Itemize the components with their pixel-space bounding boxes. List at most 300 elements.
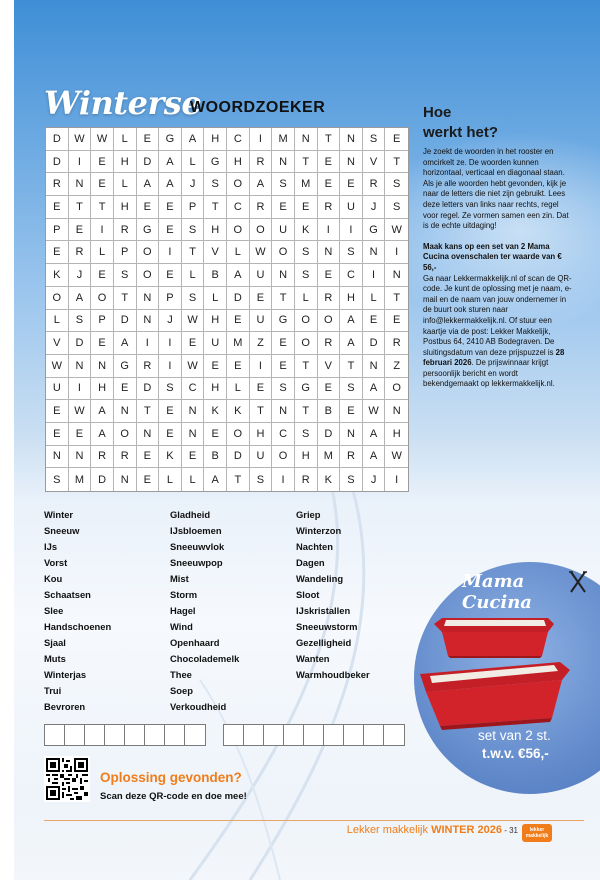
grid-cell[interactable]: N <box>272 151 295 174</box>
grid-cell[interactable]: S <box>340 241 363 264</box>
grid-cell[interactable]: L <box>114 128 137 151</box>
grid-cell[interactable]: O <box>295 332 318 355</box>
grid-cell[interactable]: O <box>385 378 408 401</box>
grid-cell[interactable]: I <box>340 219 363 242</box>
grid-cell[interactable]: S <box>295 241 318 264</box>
grid-cell[interactable]: M <box>227 332 250 355</box>
grid-cell[interactable]: I <box>159 355 182 378</box>
grid-cell[interactable]: A <box>114 332 137 355</box>
grid-cell[interactable]: Z <box>250 332 273 355</box>
grid-cell[interactable]: E <box>137 468 160 491</box>
grid-cell[interactable]: B <box>204 446 227 469</box>
title-main: WOORDZOEKER <box>190 99 326 116</box>
grid-cell[interactable]: E <box>137 196 160 219</box>
grid-cell[interactable]: A <box>69 287 92 310</box>
grid-cell[interactable]: N <box>114 400 137 423</box>
grid-cell[interactable]: D <box>46 151 69 174</box>
grid-cell[interactable]: E <box>363 310 386 333</box>
grid-cell[interactable]: E <box>137 128 160 151</box>
grid-cell[interactable]: H <box>204 128 227 151</box>
grid-cell[interactable]: I <box>318 219 341 242</box>
grid-cell[interactable]: A <box>363 446 386 469</box>
grid-cell[interactable]: E <box>69 219 92 242</box>
grid-cell[interactable]: H <box>114 151 137 174</box>
grid-cell[interactable]: K <box>204 400 227 423</box>
grid-cell[interactable]: T <box>385 151 408 174</box>
grid-cell[interactable]: R <box>318 196 341 219</box>
grid-cell[interactable]: W <box>250 241 273 264</box>
grid-cell[interactable]: E <box>159 196 182 219</box>
grid-cell[interactable]: H <box>114 196 137 219</box>
grid-cell[interactable]: E <box>340 173 363 196</box>
grid-cell[interactable]: R <box>318 287 341 310</box>
grid-cell[interactable]: C <box>272 423 295 446</box>
grid-cell[interactable]: N <box>318 241 341 264</box>
grid-cell[interactable]: A <box>227 264 250 287</box>
grid-cell[interactable]: I <box>250 128 273 151</box>
oven-dishes-image <box>420 600 570 730</box>
grid-cell[interactable]: C <box>182 378 205 401</box>
answer-box[interactable] <box>224 725 244 745</box>
grid-cell[interactable]: I <box>69 151 92 174</box>
grid-cell[interactable]: G <box>204 151 227 174</box>
grid-cell[interactable]: U <box>204 332 227 355</box>
grid-cell[interactable]: N <box>46 446 69 469</box>
grid-cell[interactable]: A <box>137 173 160 196</box>
answer-box[interactable] <box>364 725 384 745</box>
grid-cell[interactable]: L <box>182 468 205 491</box>
grid-cell[interactable]: D <box>46 128 69 151</box>
grid-cell[interactable]: N <box>69 355 92 378</box>
grid-cell[interactable]: T <box>385 287 408 310</box>
grid-cell[interactable]: N <box>272 400 295 423</box>
grid-cell[interactable]: N <box>114 468 137 491</box>
grid-cell[interactable]: P <box>114 241 137 264</box>
grid-cell[interactable]: E <box>159 219 182 242</box>
grid-cell[interactable]: O <box>227 423 250 446</box>
grid-cell[interactable]: R <box>295 468 318 491</box>
grid-cell[interactable]: L <box>114 173 137 196</box>
grid-cell[interactable]: S <box>69 310 92 333</box>
grid-cell[interactable]: E <box>250 378 273 401</box>
grid-cell[interactable]: T <box>340 355 363 378</box>
grid-cell[interactable]: J <box>182 173 205 196</box>
grid-cell[interactable]: S <box>295 423 318 446</box>
grid-cell[interactable]: E <box>91 264 114 287</box>
grid-cell[interactable]: U <box>340 196 363 219</box>
entry-instructions <box>423 274 573 391</box>
grid-cell[interactable]: R <box>250 151 273 174</box>
grid-cell[interactable]: E <box>159 400 182 423</box>
grid-cell[interactable]: I <box>395 473 399 486</box>
grid-cell[interactable]: A <box>91 400 114 423</box>
grid-cell[interactable]: E <box>159 423 182 446</box>
grid-cell[interactable]: E <box>204 423 227 446</box>
grid-cell[interactable]: S <box>385 173 408 196</box>
grid-cell[interactable]: W <box>385 219 408 242</box>
answer-box[interactable] <box>125 725 145 745</box>
grid-cell[interactable]: N <box>385 264 408 287</box>
grid-cell[interactable]: S <box>250 468 273 491</box>
grid-cell[interactable]: R <box>318 332 341 355</box>
prize-quantity: set van 2 st. <box>478 728 551 743</box>
grid-cell[interactable]: E <box>385 128 408 151</box>
grid-cell[interactable]: L <box>182 151 205 174</box>
grid-cell[interactable]: O <box>272 446 295 469</box>
grid-cell[interactable]: E <box>272 355 295 378</box>
grid-cell[interactable]: R <box>91 446 114 469</box>
grid-cell[interactable]: H <box>204 310 227 333</box>
grid-cell[interactable]: I <box>69 378 92 401</box>
grid-cell[interactable]: Z <box>385 355 408 378</box>
grid-cell[interactable]: W <box>69 400 92 423</box>
grid-cell[interactable]: T <box>69 196 92 219</box>
grid-cell[interactable]: A <box>340 332 363 355</box>
word-item: Gladheid <box>170 509 211 520</box>
grid-cell[interactable]: D <box>227 287 250 310</box>
word-item: Chocolademelk <box>170 653 240 664</box>
grid-cell[interactable]: C <box>227 196 250 219</box>
grid-cell[interactable]: E <box>46 400 69 423</box>
grid-cell[interactable]: D <box>363 332 386 355</box>
grid-cell[interactable]: V <box>363 151 386 174</box>
grid-cell[interactable]: W <box>363 400 386 423</box>
grid-cell[interactable]: W <box>91 128 114 151</box>
grid-cell[interactable]: R <box>114 219 137 242</box>
prize-brand: Mama Cucina <box>462 571 532 613</box>
grid-cell[interactable]: L <box>182 264 205 287</box>
grid-cell[interactable]: U <box>250 310 273 333</box>
grid-cell[interactable]: T <box>182 241 205 264</box>
grid-cell[interactable]: E <box>272 196 295 219</box>
grid-cell[interactable]: U <box>250 446 273 469</box>
grid-cell[interactable]: N <box>363 355 386 378</box>
grid-cell[interactable]: P <box>46 219 69 242</box>
grid-cell[interactable]: E <box>272 332 295 355</box>
grid-cell[interactable]: S <box>272 173 295 196</box>
grid-cell[interactable]: T <box>318 128 341 151</box>
grid-cell[interactable]: J <box>363 468 386 491</box>
answer-box[interactable] <box>85 725 105 745</box>
grid-cell[interactable]: M <box>272 128 295 151</box>
answer-box[interactable] <box>264 725 284 745</box>
grid-cell[interactable]: L <box>46 310 69 333</box>
grid-cell[interactable]: I <box>91 219 114 242</box>
grid-cell[interactable]: O <box>227 219 250 242</box>
grid-cell[interactable]: G <box>137 219 160 242</box>
qr-code-icon[interactable] <box>44 756 90 802</box>
grid-cell[interactable]: E <box>318 151 341 174</box>
grid-cell[interactable]: E <box>46 241 69 264</box>
grid-cell[interactable]: W <box>69 128 92 151</box>
answer-box[interactable] <box>304 725 324 745</box>
grid-cell[interactable]: D <box>227 446 250 469</box>
grid-cell[interactable]: A <box>182 128 205 151</box>
grid-cell[interactable]: L <box>227 241 250 264</box>
grid-cell[interactable]: O <box>137 264 160 287</box>
grid-cell[interactable]: K <box>227 400 250 423</box>
word-item: Sjaal <box>44 637 66 648</box>
grid-cell[interactable]: T <box>227 468 250 491</box>
grid-cell[interactable]: I <box>159 332 182 355</box>
word-item: Winterzon <box>296 525 342 536</box>
grid-cell[interactable]: I <box>159 241 182 264</box>
grid-cell[interactable]: K <box>159 446 182 469</box>
grid-cell[interactable]: I <box>272 468 295 491</box>
grid-cell[interactable]: T <box>295 400 318 423</box>
grid-cell[interactable]: B <box>318 400 341 423</box>
grid-cell[interactable]: M <box>295 173 318 196</box>
grid-cell[interactable]: A <box>363 423 386 446</box>
grid-cell[interactable]: S <box>363 128 386 151</box>
grid-cell[interactable]: N <box>295 128 318 151</box>
grid-cell[interactable]: L <box>363 287 386 310</box>
grid-cell[interactable]: O <box>227 173 250 196</box>
grid-cell[interactable]: S <box>272 378 295 401</box>
answer-box[interactable] <box>384 725 404 745</box>
grid-cell[interactable]: E <box>137 446 160 469</box>
word-item: Sloot <box>296 589 320 600</box>
answer-box[interactable] <box>65 725 85 745</box>
grid-cell[interactable]: E <box>227 310 250 333</box>
grid-cell[interactable]: O <box>272 241 295 264</box>
word-item: Wandeling <box>296 573 344 584</box>
word-item: Winterjas <box>44 669 87 680</box>
grid-cell[interactable]: O <box>318 310 341 333</box>
grid-cell[interactable]: E <box>182 332 205 355</box>
grid-cell[interactable]: L <box>227 378 250 401</box>
grid-cell[interactable]: N <box>340 128 363 151</box>
grid-cell[interactable]: W <box>385 446 408 469</box>
grid-cell[interactable]: M <box>318 446 341 469</box>
grid-cell[interactable]: G <box>114 355 137 378</box>
prize-value: t.w.v. €56,- <box>482 746 549 761</box>
word-item: Sneeuwpop <box>170 557 223 568</box>
grid-cell[interactable]: D <box>91 468 114 491</box>
grid-cell[interactable]: H <box>204 219 227 242</box>
grid-cell[interactable]: W <box>182 310 205 333</box>
grid-cell[interactable]: W <box>46 355 69 378</box>
word-item: Vorst <box>44 557 68 568</box>
grid-cell[interactable]: D <box>318 423 341 446</box>
grid-cell[interactable]: H <box>204 378 227 401</box>
grid-cell[interactable]: K <box>295 219 318 242</box>
grid-cell[interactable]: C <box>340 264 363 287</box>
grid-cell[interactable]: I <box>363 264 386 287</box>
grid-cell[interactable]: T <box>91 196 114 219</box>
grid-cell[interactable]: H <box>385 423 408 446</box>
grid-cell[interactable]: S <box>385 196 408 219</box>
grid-cell[interactable]: E <box>46 196 69 219</box>
answer-box[interactable] <box>344 725 364 745</box>
grid-cell[interactable]: E <box>318 378 341 401</box>
grid-cell[interactable]: T <box>137 400 160 423</box>
word-item: IJsbloemen <box>170 525 222 536</box>
grid-cell[interactable]: E <box>91 151 114 174</box>
prize-announcement: Maak kans op een set van 2 Mama Cucina ovenschalen ter waarde van € 56,- <box>423 241 562 272</box>
grid-cell[interactable]: L <box>295 287 318 310</box>
grid-cell[interactable]: L <box>204 287 227 310</box>
grid-cell[interactable]: T <box>114 287 137 310</box>
grid-cell[interactable]: S <box>46 468 69 491</box>
grid-cell[interactable]: A <box>340 310 363 333</box>
grid-cell[interactable]: R <box>114 446 137 469</box>
grid-cell[interactable]: A <box>204 468 227 491</box>
grid-cell[interactable]: J <box>69 264 92 287</box>
grid-cell[interactable]: E <box>250 287 273 310</box>
grid-cell[interactable]: H <box>227 151 250 174</box>
grid-cell[interactable]: R <box>250 196 273 219</box>
grid-cell[interactable]: G <box>363 219 386 242</box>
grid-cell[interactable]: D <box>137 151 160 174</box>
grid-cell[interactable]: I <box>250 355 273 378</box>
grid-cell[interactable]: N <box>137 423 160 446</box>
grid-cell[interactable]: N <box>69 446 92 469</box>
grid-cell[interactable]: N <box>385 400 408 423</box>
grid-cell[interactable]: T <box>272 287 295 310</box>
grid-cell[interactable]: E <box>69 423 92 446</box>
grid-cell[interactable]: E <box>227 355 250 378</box>
grid-cell[interactable]: E <box>295 196 318 219</box>
grid-cell[interactable]: E <box>385 310 408 333</box>
grid-cell[interactable]: S <box>182 287 205 310</box>
grid-cell[interactable]: E <box>91 173 114 196</box>
grid-cell[interactable]: G <box>272 310 295 333</box>
grid-cell[interactable]: M <box>69 468 92 491</box>
grid-cell[interactable]: O <box>295 310 318 333</box>
grid-cell[interactable]: N <box>137 310 160 333</box>
grid-cell[interactable]: A <box>159 151 182 174</box>
answer-boxes-word1 <box>44 724 206 746</box>
grid-cell[interactable]: N <box>272 264 295 287</box>
grid-cell[interactable]: V <box>204 241 227 264</box>
word-list <box>44 507 404 717</box>
grid-cell[interactable]: R <box>363 173 386 196</box>
answer-box[interactable] <box>244 725 264 745</box>
grid-cell[interactable]: I <box>137 332 160 355</box>
grid-cell[interactable]: V <box>318 355 341 378</box>
answer-box[interactable] <box>105 725 125 745</box>
grid-cell[interactable]: T <box>295 151 318 174</box>
grid-cell[interactable]: N <box>69 173 92 196</box>
grid-cell[interactable]: I <box>385 241 408 264</box>
grid-cell[interactable]: E <box>91 332 114 355</box>
grid-cell[interactable]: D <box>137 378 160 401</box>
closing-date: 28 februari 2026 <box>423 347 565 368</box>
grid-cell[interactable]: S <box>340 468 363 491</box>
grid-cell[interactable]: D <box>114 310 137 333</box>
grid-cell[interactable]: U <box>46 378 69 401</box>
answer-boxes-word2 <box>223 724 405 746</box>
grid-cell[interactable]: E <box>318 264 341 287</box>
grid-cell[interactable]: C <box>227 128 250 151</box>
grid-cell[interactable]: A <box>159 173 182 196</box>
grid-cell[interactable]: K <box>46 264 69 287</box>
grid-cell[interactable]: S <box>182 219 205 242</box>
word-item: Nachten <box>296 541 333 552</box>
grid-cell[interactable]: R <box>69 241 92 264</box>
answer-box[interactable] <box>185 725 205 745</box>
grid-cell[interactable]: O <box>114 423 137 446</box>
grid-cell[interactable]: P <box>159 287 182 310</box>
answer-box[interactable] <box>324 725 344 745</box>
page-number-value: 31 <box>509 826 518 835</box>
grid-cell[interactable]: H <box>250 423 273 446</box>
grid-cell[interactable]: H <box>295 446 318 469</box>
answer-box[interactable] <box>45 725 65 745</box>
grid-cell[interactable]: E <box>340 400 363 423</box>
grid-cell[interactable]: T <box>204 196 227 219</box>
grid-cell[interactable]: E <box>46 423 69 446</box>
grid-cell[interactable]: O <box>137 241 160 264</box>
grid-cell[interactable]: O <box>46 287 69 310</box>
grid-cell[interactable]: N <box>182 423 205 446</box>
grid-cell[interactable]: R <box>340 446 363 469</box>
grid-cell[interactable]: E <box>204 355 227 378</box>
grid-cell[interactable]: U <box>272 219 295 242</box>
grid-cell[interactable]: B <box>204 264 227 287</box>
grid-cell[interactable]: N <box>340 151 363 174</box>
grid-cell[interactable]: U <box>250 264 273 287</box>
grid-cell[interactable]: G <box>295 378 318 401</box>
grid-cell[interactable]: E <box>159 264 182 287</box>
grid-cell[interactable]: N <box>137 287 160 310</box>
answer-box[interactable] <box>145 725 165 745</box>
grid-cell[interactable]: A <box>363 378 386 401</box>
grid-cell[interactable]: L <box>91 241 114 264</box>
grid-cell[interactable]: H <box>91 378 114 401</box>
grid-cell[interactable]: S <box>159 378 182 401</box>
grid-cell[interactable]: A <box>250 173 273 196</box>
grid-cell[interactable]: N <box>340 423 363 446</box>
grid-cell[interactable]: A <box>91 423 114 446</box>
grid-cell[interactable]: S <box>114 264 137 287</box>
grid-cell[interactable]: N <box>91 355 114 378</box>
grid-cell[interactable]: G <box>159 128 182 151</box>
grid-cell[interactable]: R <box>137 355 160 378</box>
grid-cell[interactable]: O <box>91 287 114 310</box>
grid-cell[interactable]: R <box>385 332 408 355</box>
grid-cell[interactable]: J <box>363 196 386 219</box>
word-item: Schaatsen <box>44 589 91 600</box>
grid-cell[interactable]: N <box>182 400 205 423</box>
grid-cell[interactable]: S <box>340 378 363 401</box>
grid-cell[interactable]: O <box>250 219 273 242</box>
grid-cell[interactable]: D <box>69 332 92 355</box>
grid-cell[interactable]: E <box>182 446 205 469</box>
grid-cell[interactable]: T <box>295 355 318 378</box>
instructions <box>423 103 573 390</box>
grid-cell[interactable]: E <box>114 378 137 401</box>
answer-box[interactable] <box>165 725 185 745</box>
grid-cell[interactable]: W <box>182 355 205 378</box>
answer-box[interactable] <box>284 725 304 745</box>
word-item: Wanten <box>296 653 330 664</box>
grid-cell[interactable]: R <box>46 173 69 196</box>
grid-cell[interactable]: K <box>318 468 341 491</box>
grid-cell[interactable]: P <box>182 196 205 219</box>
grid-cell[interactable]: S <box>295 264 318 287</box>
grid-cell[interactable]: S <box>204 173 227 196</box>
grid-cell[interactable]: E <box>318 173 341 196</box>
grid-cell[interactable]: P <box>91 310 114 333</box>
grid-cell[interactable]: H <box>340 287 363 310</box>
grid-cell[interactable]: N <box>363 241 386 264</box>
grid-cell[interactable]: L <box>159 468 182 491</box>
grid-cell[interactable]: V <box>46 332 69 355</box>
grid-cell[interactable]: J <box>159 310 182 333</box>
grid-cell[interactable]: T <box>250 400 273 423</box>
